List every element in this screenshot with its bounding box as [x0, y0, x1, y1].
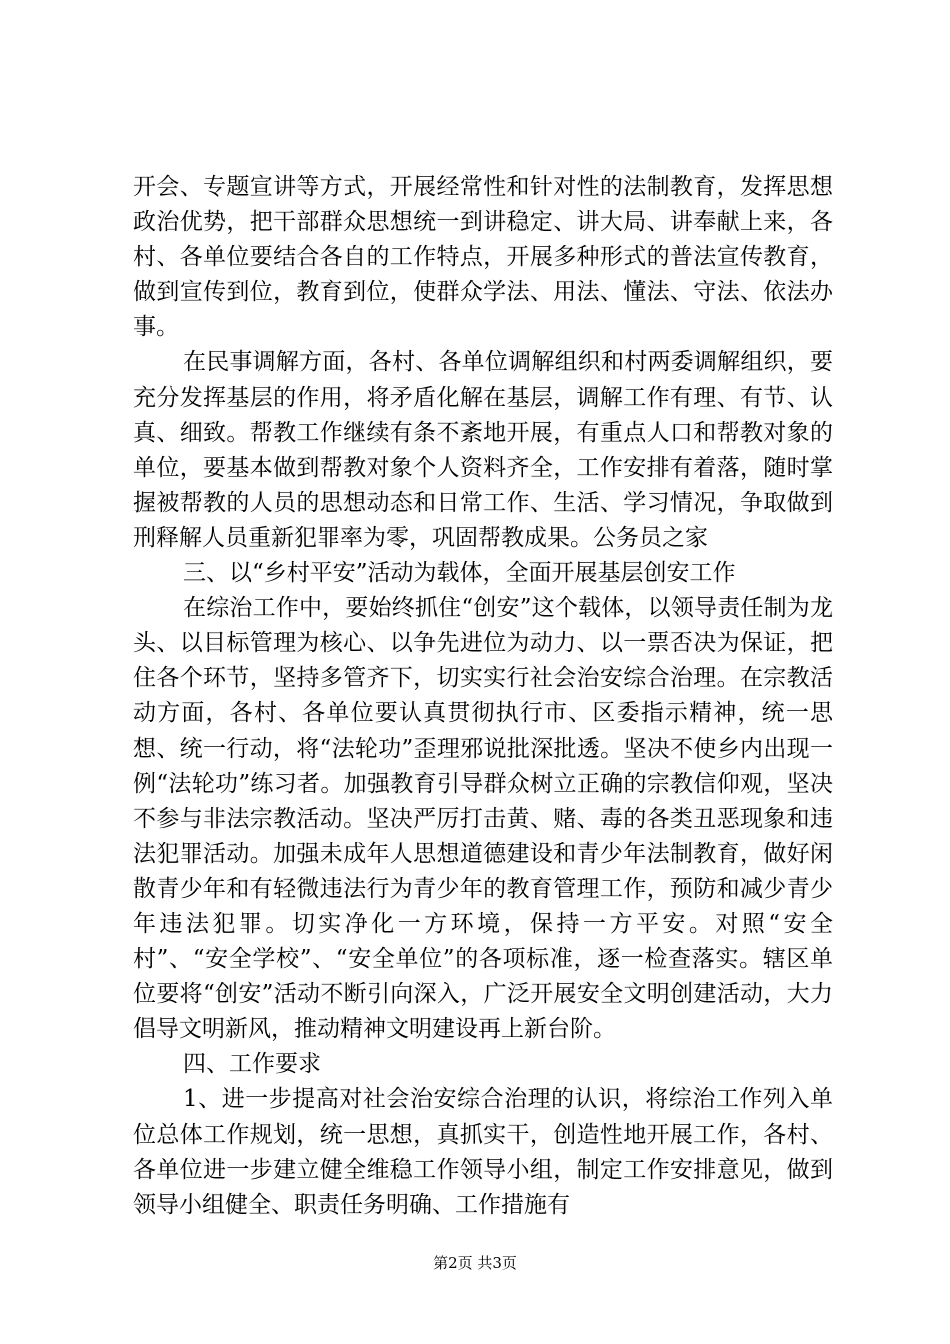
- section-heading-4: 四、工作要求: [183, 1051, 321, 1078]
- paragraph-2: 在民事调解方面，各村、各单位调解组织和村两委调解组织，要充分发挥基层的作用，将矛盾化解在基层，调解工作有理、有节、认真、细致。帮教工作继续有条不紊地开展，有重点人口和帮教对象的单位，要基本做到帮教对象个人资料齐全，工作安排有着落，随时掌握被帮教的人员的思想动态和日常工作、生活、学习情况，争取做到刑释解人员重新犯罪率为零，巩固帮教成果。公务员之家: [133, 349, 833, 551]
- section-heading-3: 三、以“乡村平安”活动为载体，全面开展基层创安工作: [183, 560, 736, 587]
- document-body: [133, 170, 833, 1223]
- paragraph-4: 在综治工作中，要始终抓住“创安”这个载体，以领导责任制为龙头、以目标管理为核心、以争先进位为动力、以一票否决为保证，把住各个环节，坚持多管齐下，切实实行社会治安综合治理。在宗教活动方面，各村、各单位要认真贯彻执行市、区委指示精神，统一思想、统一行动，将“法轮功”歪理邪说批深批透。坚决不使乡内出现一例“法轮功”练习者。加强教育引导群众树立正确的宗教信仰观，坚决不参与非法宗教活动。坚决严厉打击黄、赌、毒的各类丑恶现象和违法犯罪活动。加强未成年人思想道德建设和青少年法制教育，做好闲散青少年和有轻微违法行为青少年的教育管理工作，预防和减少青少年违法犯罪。切实净化一方环境，保持一方平安。对照“安全村”、“安全学校”、“安全单位”的各项标准，逐一检查落实。辖区单位要将“创安”活动不断引向深入，广泛开展安全文明创建活动，大力倡导文明新风，推动精神文明建设再上新台阶。: [133, 595, 833, 1043]
- page-footer: 第2页 共3页: [433, 1254, 517, 1272]
- paragraph-1: 开会、专题宣讲等方式，开展经常性和针对性的法制教育，发挥思想政治优势，把干部群众思想统一到讲稳定、讲大局、讲奉献上来，各村、各单位要结合各自的工作特点，开展多种形式的普法宣传教育，做到宣传到位，教育到位，使群众学法、用法、懂法、守法、依法办事。: [133, 174, 833, 341]
- paragraph-6: 1、进一步提高对社会治安综合治理的认识，将综治工作列入单位总体工作规划，统一思想，真抓实干，创造性地开展工作，各村、各单位进一步建立健全维稳工作领导小组，制定工作安排意见，做到领导小组健全、职责任务明确、工作措施有: [133, 1086, 833, 1218]
